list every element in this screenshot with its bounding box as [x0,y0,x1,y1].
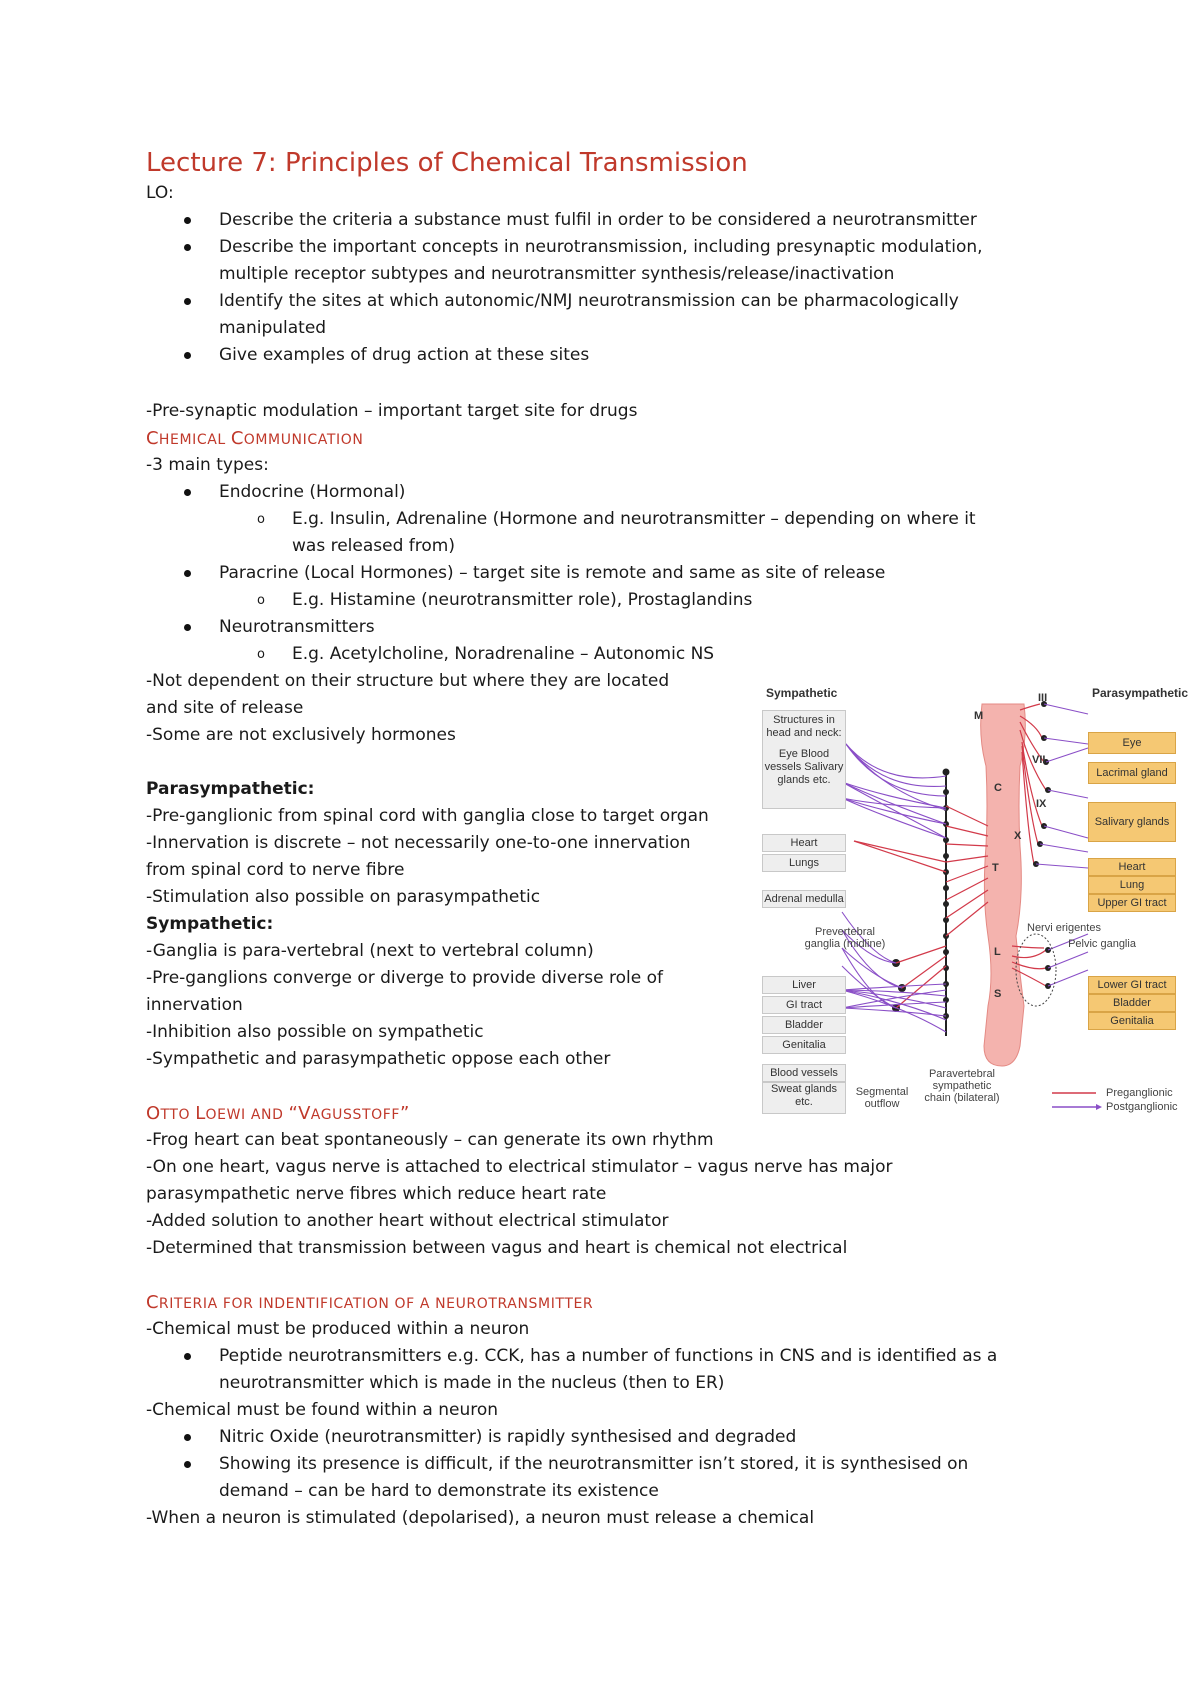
box-p-heart: Heart [1088,858,1176,876]
parasympathetic-label: Parasympathetic [1092,686,1189,700]
box-p-salivary: Salivary glands [1088,802,1176,842]
criteria-bullet: Showing its presence is difficult, if the neurotransmitter isn’t stored, it is synthesised on [219,1454,969,1474]
criteria-bullet-cont: demand – can be hard to demonstrate its existence [219,1481,659,1501]
endocrine: Endocrine (Hormonal) [219,482,406,502]
box-p-genitalia: Genitalia [1088,1012,1176,1030]
note: and site of release [146,698,304,718]
section-heading-criteria: CRITERIA FOR INDENTIFICATION OF A NEUROTRANSMITTER [146,1292,594,1313]
cord-label-t: T [992,862,999,874]
bullet [184,298,191,305]
sympathetic-heading: Sympathetic: [146,914,274,934]
spinal-cord [981,704,1026,1066]
note: -Some are not exclusively hormones [146,725,456,745]
criteria-line: -Chemical must be produced within a neuron [146,1319,530,1339]
lo-item-cont: multiple receptor subtypes and neurotransmitter synthesis/release/inactivation [219,264,895,284]
box-blood-vessels: Blood vessels [762,1064,846,1082]
criteria-line: -When a neuron is stimulated (depolarised), a neuron must release a chemical [146,1508,815,1528]
cord-label-s: S [994,988,1002,1000]
legend-postganglionic-label: Postganglionic [1106,1101,1178,1113]
bullet [184,1353,191,1360]
loewi-line: -On one heart, vagus nerve is attached to electrical stimulator – vagus nerve has major [146,1157,893,1177]
box-p-lung: Lung [1088,876,1176,894]
box-heart: Heart [762,834,846,852]
segmental-outflow-label: Segmental outflow [855,1086,909,1110]
cranial-nerve-iii: III [1038,692,1048,704]
criteria-bullet: Peptide neurotransmitters e.g. CCK, has a number of functions in CNS and is identified as a [219,1346,998,1366]
lo-label: LO: [146,183,174,203]
symp-line: -Ganglia is para-vertebral (next to vertebral column) [146,941,594,961]
criteria-line: -Chemical must be found within a neuron [146,1400,499,1420]
lo-item-cont: manipulated [219,318,327,338]
cranial-nerve-ix: IX [1036,798,1047,810]
symp-line: -Inhibition also possible on sympathetic [146,1022,484,1042]
lo-item: Give examples of drug action at these sites [219,345,590,365]
nervi-erigentes-label: Nervi erigentes [1027,922,1101,934]
bullet [184,1461,191,1468]
para-line: -Innervation is discrete – not necessarily one-to-one innervation [146,833,691,853]
cord-label-l: L [994,946,1001,958]
box-adrenal-medulla: Adrenal medulla [762,890,846,908]
neurotransmitters: Neurotransmitters [219,617,375,637]
prevertebral-ganglia-label: Prevertebral ganglia (midline) [804,926,886,950]
box-p-upper-gi: Upper GI tract [1088,894,1176,912]
box-genitalia: Genitalia [762,1036,846,1054]
box-p-lower-gi: Lower GI tract [1088,976,1176,994]
bullet [184,217,191,224]
symp-line: innervation [146,995,243,1015]
box-p-lacrimal: Lacrimal gland [1088,762,1176,784]
cranial-nerve-vii: VII [1032,754,1046,766]
section-heading-otto-loewi: OTTO LOEWI AND “VAGUSSTOFF” [146,1103,410,1124]
bullet [184,1434,191,1441]
note: -Not dependent on their structure but where they are located [146,671,670,691]
parasympathetic-heading: Parasympathetic: [146,779,315,799]
para-line: -Pre-ganglionic from spinal cord with ganglia close to target organ [146,806,709,826]
paracrine-example: E.g. Histamine (neurotransmitter role), Prostaglandins [292,590,753,610]
autonomic-nervous-system-diagram [762,686,1200,1122]
bullet [184,570,191,577]
loewi-line: parasympathetic nerve fibres which reduce heart rate [146,1184,607,1204]
endocrine-example-cont: was released from) [292,536,455,556]
loewi-line: -Frog heart can beat spontaneously – can generate its own rhythm [146,1130,714,1150]
bullet [184,624,191,631]
paravertebral-chain-label: Paravertebral sympathetic chain (bilateral) [924,1068,1000,1104]
para-line: from spinal cord to nerve fibre [146,860,405,880]
box-head-structures: Structures in head and neck: Eye Blood vessels Salivary glands etc. [762,710,846,809]
bullet [184,352,191,359]
box-p-bladder: Bladder [1088,994,1176,1012]
sub-bullet: o [257,647,265,662]
lo-item: Describe the criteria a substance must fulfil in order to be considered a neurotransmitter [219,210,977,230]
box-liver: Liver [762,976,846,994]
section-heading-chemical-communication: CHEMICAL COMMUNICATION [146,428,364,449]
paracrine: Paracrine (Local Hormones) – target site is remote and same as site of release [219,563,886,583]
sub-bullet: o [257,593,265,608]
bullet [184,489,191,496]
legend-preganglionic-label: Preganglionic [1106,1087,1173,1099]
cranial-nerve-x: X [1014,830,1022,842]
sympathetic-postganglionic-fibres [842,744,946,1032]
symp-line: -Pre-ganglions converge or diverge to provide diverse role of [146,968,663,988]
criteria-bullet-cont: neurotransmitter which is made in the nucleus (then to ER) [219,1373,725,1393]
box-lungs: Lungs [762,854,846,872]
lo-item: Identify the sites at which autonomic/NMJ neurotransmission can be pharmacologically [219,291,959,311]
lo-item: Describe the important concepts in neurotransmission, including presynaptic modulation, [219,237,983,257]
symp-line: -Sympathetic and parasympathetic oppose each other [146,1049,611,1069]
box-sweat-glands: Sweat glands etc. [762,1082,846,1114]
sympathetic-label: Sympathetic [766,686,838,700]
loewi-line: -Added solution to another heart without electrical stimulator [146,1211,669,1231]
para-line: -Stimulation also possible on parasympathetic [146,887,541,907]
box-gi-tract: GI tract [762,996,846,1014]
cord-label-c: C [994,782,1002,794]
page-title: Lecture 7: Principles of Chemical Transmission [146,148,748,178]
loewi-line: -Determined that transmission between vagus and heart is chemical not electrical [146,1238,848,1258]
pelvic-ganglia-label: Pelvic ganglia [1068,938,1136,950]
bullet [184,244,191,251]
types-intro: -3 main types: [146,455,269,475]
neurotransmitters-example: E.g. Acetylcholine, Noradrenaline – Autonomic NS [292,644,715,664]
box-p-eye: Eye [1088,732,1176,754]
box-bladder: Bladder [762,1016,846,1034]
sub-bullet: o [257,512,265,527]
criteria-bullet: Nitric Oxide (neurotransmitter) is rapidly synthesised and degraded [219,1427,797,1447]
endocrine-example: E.g. Insulin, Adrenaline (Hormone and neurotransmitter – depending on where it [292,509,976,529]
sympathetic-preganglionic-fibres [854,806,988,1008]
presynaptic-note: -Pre-synaptic modulation – important target site for drugs [146,401,638,421]
cord-label-m: M [974,710,984,722]
